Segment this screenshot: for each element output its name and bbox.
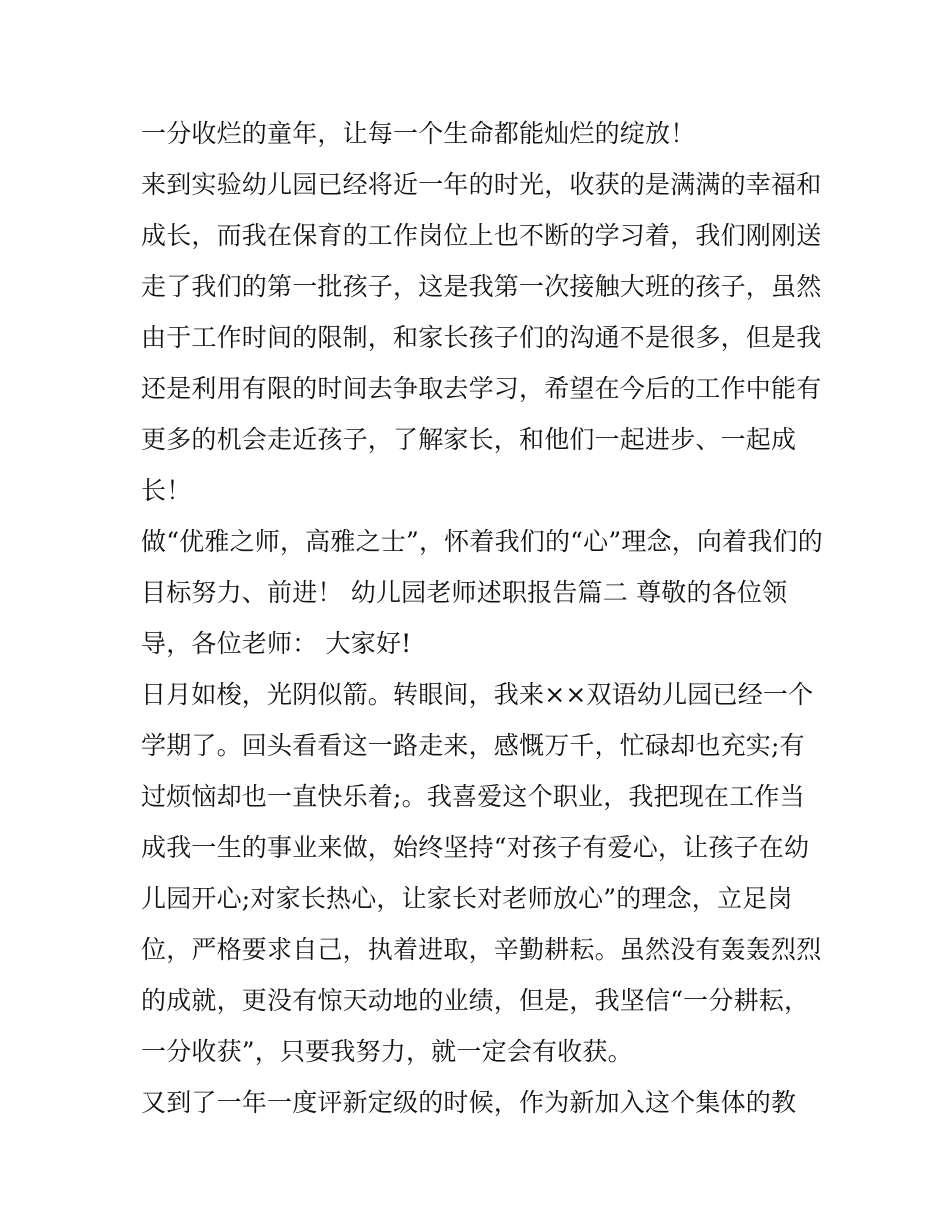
text-line: 过烦恼却也一直快乐着;。我喜爱这个职业，我把现在工作当 xyxy=(141,782,805,811)
text-line: 还是利用有限的时间去争取去学习，希望在今后的工作中能有 xyxy=(141,374,822,403)
text-line: 成我一生的事业来做，始终坚持“对孩子有爱心，让孩子在幼 xyxy=(141,833,810,862)
text-line: 日月如梭，光阴似箭。转眼间，我来××双语幼儿园已经一个 xyxy=(141,680,814,709)
text-line: 位，严格要求自己，执着进取，辛勤耕耘。虽然没有轰轰烈烈 xyxy=(141,935,822,964)
text-line: 学期了。回头看看这一路走来，感慨万千，忙碌却也充实;有 xyxy=(141,731,805,760)
text-line: 更多的机会走近孩子，了解家长，和他们一起进步、一起成 xyxy=(141,425,797,454)
text-line: 成长，而我在保育的工作岗位上也不断的学习着，我们刚刚送 xyxy=(141,221,822,250)
body-text xyxy=(141,108,821,1128)
text-line: 的成就，更没有惊天动地的业绩，但是，我坚信“一分耕耘， xyxy=(141,986,810,1015)
text-line: 一分收获”，只要我努力，就一定会有收获。 xyxy=(141,1037,633,1066)
text-line: 又到了一年一度评新定级的时候，作为新加入这个集体的教 xyxy=(141,1088,797,1117)
text-line: 走了我们的第一批孩子，这是我第一次接触大班的孩子，虽然 xyxy=(141,272,822,301)
text-line: 来到实验幼儿园已经将近一年的时光，收获的是满满的幸福和 xyxy=(141,170,822,199)
text-line: 长！ xyxy=(141,476,192,505)
text-line: 一分收烂的童年，让每一个生命都能灿烂的绽放！ xyxy=(141,119,696,148)
text-line: 由于工作时间的限制，和家长孩子们的沟通不是很多，但是我 xyxy=(141,323,822,352)
text-line: 儿园开心;对家长热心，让家长对老师放心”的理念，立足岗 xyxy=(141,884,793,913)
text-line: 导，各位老师： 大家好! xyxy=(141,629,412,658)
text-line: 做“优雅之师，高雅之士”，怀着我们的“心”理念，向着我们的 xyxy=(141,527,823,556)
text-line: 目标努力、前进！ 幼儿园老师述职报告篇二 尊敬的各位领 xyxy=(141,578,788,607)
